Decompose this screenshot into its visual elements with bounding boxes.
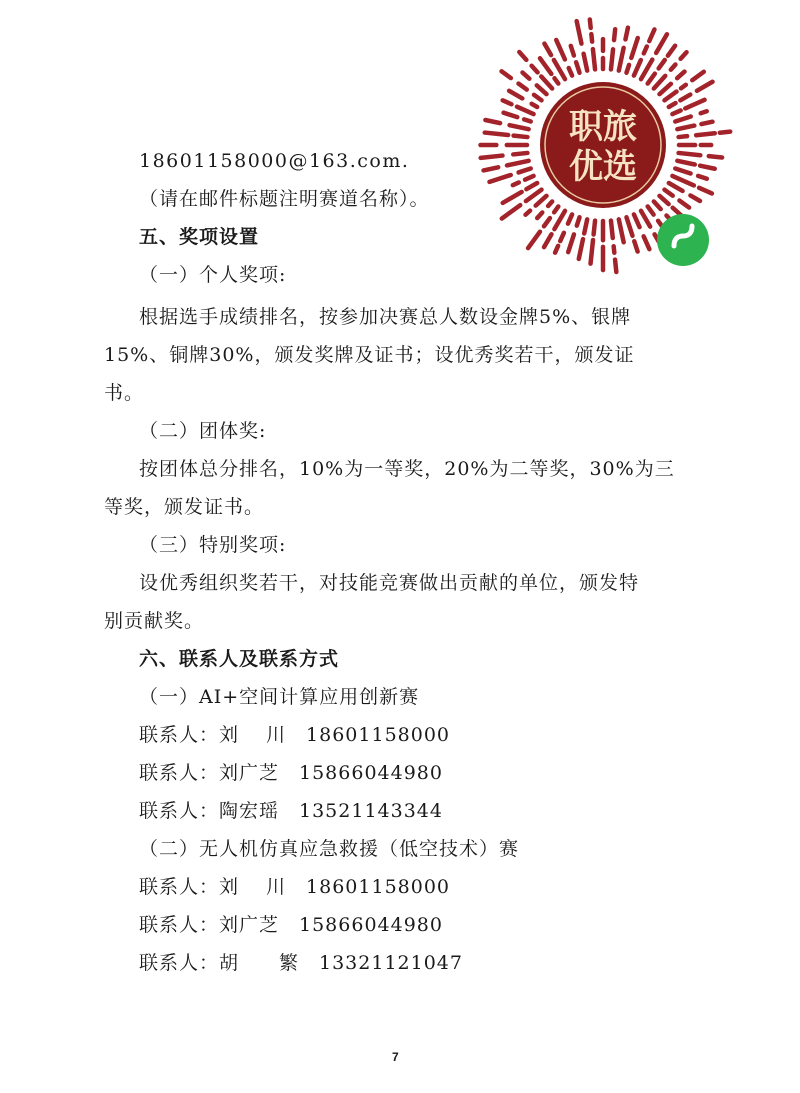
contact-line: 联系人：刘广芝 15866044980 [139,914,443,936]
page-number: 7 [392,1050,399,1064]
individual-award-line: 15%、铜牌30%，颁发奖牌及证书；设优秀奖若干，颁发证 [104,344,635,366]
special-award-title: （三）特别奖项: [139,534,287,556]
email-note: （请在邮件标题注明赛道名称）。 [139,188,430,210]
section6-title: 六、联系人及联系方式 [139,648,340,670]
logo-text-line2: 优选 [569,147,637,187]
mini-program-code [468,0,738,290]
individual-award-line: 根据选手成绩排名，按参加决赛总人数设金牌5%、银牌 [139,306,632,328]
contact-line: 联系人：胡 繁 13321121047 [139,952,463,974]
special-award-line: 别贡献奖。 [104,610,205,632]
mini-program-icon [657,214,709,266]
team-award-line: 按团体总分排名，10%为一等奖，20%为二等奖，30%为三 [139,458,675,480]
team-award-line: 等奖，颁发证书。 [104,496,265,518]
contact-line: 联系人：刘 川 18601158000 [139,876,451,898]
track1-title: （一）AI+空间计算应用创新赛 [139,686,420,708]
individual-award-line: 书。 [104,382,145,404]
contact-line: 联系人：刘 川 18601158000 [139,724,451,746]
logo-text-line1: 职旅 [569,107,637,147]
contact-line: 联系人：刘广芝 15866044980 [139,762,443,784]
contact-line: 联系人：陶宏瑶 13521143344 [139,800,443,822]
email-address: 18601158000@163.com. [139,150,410,172]
special-award-line: 设优秀组织奖若干，对技能竞赛做出贡献的单位，颁发特 [139,572,640,594]
team-award-title: （二）团体奖: [139,420,267,442]
individual-award-title: （一）个人奖项: [139,264,287,286]
section5-title: 五、奖项设置 [139,226,260,248]
track2-title: （二）无人机仿真应急救援（低空技术）赛 [139,838,520,860]
